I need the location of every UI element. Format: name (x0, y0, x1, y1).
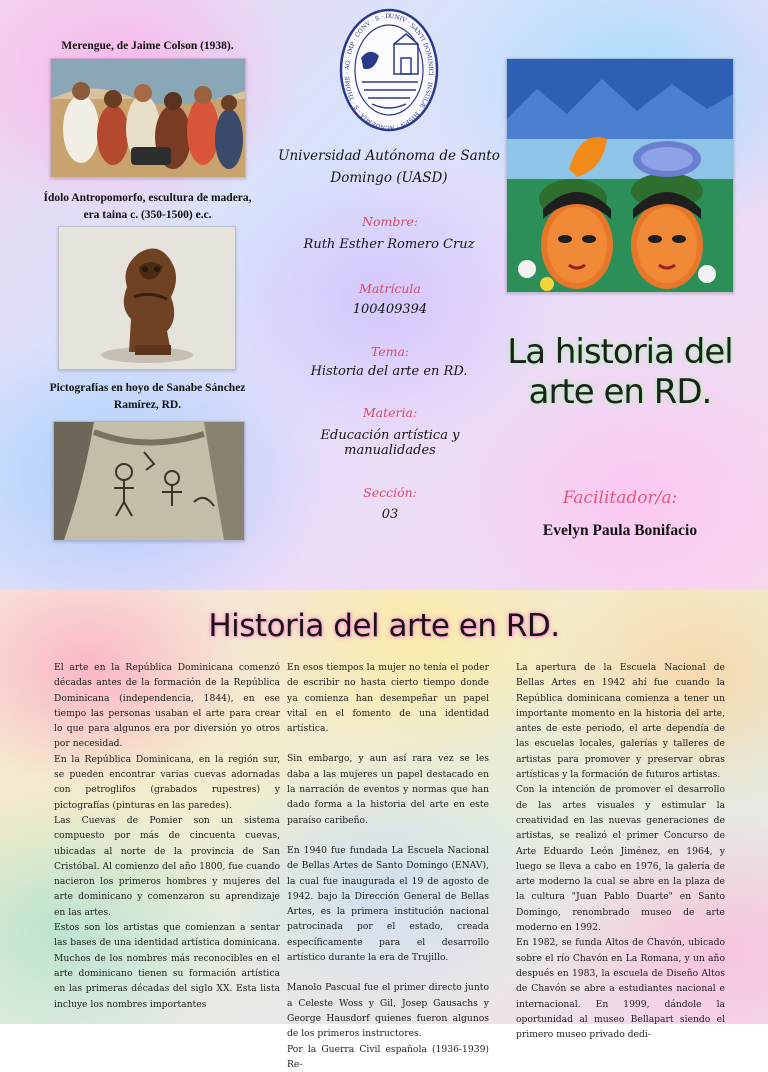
article-column-3 (516, 660, 725, 1042)
uasd-seal-logo (338, 8, 440, 132)
paragraph: Sin embargo, y aun así rara vez se les daba a las mujeres un papel destacado en la narración de eventos y normas que han dado forma a la historia del arte en este paraíso caribeño. (287, 753, 489, 826)
paragraph: En esos tiempos la mujer no tenía el poder de escribir no hasta cierto tiempo donde ya comienza han desempeñar un papel vital en el fomento de una identidad artística. (287, 662, 489, 735)
paragraph: En la República Dominicana, en la región sur, se pueden encontrar varias cuevas adornadas con petroglifos (grabados rupestres) y pictografías (pinturas en las paredes). (54, 753, 280, 811)
caption-idolo: Ídolo Antropomorfo, escultura de madera, era taina c. (350-1500) e.c. (43, 192, 252, 221)
label-materia: Materia: (362, 405, 418, 420)
label-seccion: Sección: (363, 485, 417, 500)
article-panel (0, 590, 768, 1070)
paragraph: Manolo Pascual fue el primer directo junto a Celeste Woss y Gil, Josep Gausachs y George Hausdorf quienes fueron algunos de los primeros instructores. (287, 982, 489, 1040)
cover-title: La historia del arte en RD. (507, 332, 733, 412)
paragraph: En 1940 fue fundada La Escuela Nacional de Bellas Artes de Santo Domingo (ENAV), la cual fue inaugurada el 19 de agosto de 1942. bajo la Dirección General de Bellas Artes, es la primera institución nacional patrocinada por el estado, creada específicamente para el desarrollo artístico durante la era de Trujillo. (287, 844, 489, 964)
label-matricula: Matrícula (359, 281, 421, 296)
article-title: Historia del arte en RD. (208, 608, 560, 644)
facilitator-name: Evelyn Paula Bonifacio (542, 522, 698, 539)
paragraph: El arte en la República Dominicana comenzó décadas antes de la formación de la República Dominicana (independencia, 1844), en ese tiempo las personas usaban el arte para crear lo que para algunos era por diversión yo otros por necesidad. (54, 662, 280, 750)
value-seccion: 03 (381, 507, 399, 522)
paragraph: Con la intención de promover el desarrollo de las artes visuales y estimular la creatividad en las nuevas generaciones de artistas, se realizó el primer Concurso de Arte Eduardo León Jiménez, en 1964, y luego se lleva a cabo en 1976, la galería de arte moderno la cual se abre en la plaza de la cultura "Juan Pablo Duarte" en Santo Domingo, renombrado museo de arte moderno en 1992. (516, 784, 725, 934)
article-column-1 (54, 660, 280, 1012)
paragraph: Por la Guerra Civil española (1936-1939) Re- (287, 1043, 489, 1070)
facilitator-label: Facilitador/a: (562, 488, 678, 508)
value-nombre: Ruth Esther Romero Cruz (303, 237, 475, 252)
caption-merengue: Merengue, de Jaime Colson (1938). (61, 40, 234, 52)
merengue-painting-image (50, 58, 246, 178)
university-name: Universidad Autónoma de Santo Domingo (UASD) (278, 148, 500, 186)
paragraph: En 1982, se funda Altos de Chavón, ubicado sobre el río Chavón en La Romana, y un año después en 1983, la escuela de Diseño Altos de Chavón se abre a estudiantes nacional e internacional. En 1999, dándole la oportunidad al museo Bellapart siendo el primero museo privado dedi- (516, 937, 725, 1041)
label-nombre: Nombre: (362, 214, 418, 229)
label-tema: Tema: (370, 344, 410, 359)
value-tema: Historia del arte en RD. (310, 364, 468, 379)
idolo-sculpture-image (58, 226, 236, 370)
value-matricula: 100409394 (352, 302, 428, 317)
paragraph: Estos son los artistas que comienzan a sentar las bases de una identidad artística dominicana. Muchos de los nombres más reconocibles en el arte dominicano tienen su formación artística en las primeras décadas del siglo XX. Esta lista incluye los nombres importantes (54, 922, 280, 1010)
paragraph: Las Cuevas de Pomier son un sistema compuesto por más de cincuenta cuevas, ubicadas al norte de la provincia de San Cristóbal. Al comienzo del año 1800, fue cuando nacieron los primeros hombres y mujeres del arte dominicano y comenzaron su aprendizaje en las artes. (54, 814, 280, 918)
paragraph: La apertura de la Escuela Nacional de Bellas Artes en 1942 ahí fue cuando la República dominicana comienza a tener un importante momento en la historia del arte, antes de este periodo, el arte dependía de las escuelas locales, galerías y talleres de artistas para promover y preservar obras artísticas y la formación de futuros artistas. (516, 662, 725, 781)
article-column-2 (287, 660, 489, 1072)
seal-ring-text: UNIV · SANTI DOMINICI · INSULÆ · HISPN · ACADEMIA · S · THOME · AQ · IMP · CONV · S · D (343, 12, 434, 132)
cover-painting-image (506, 58, 734, 293)
caption-pictografias: Pictografías en hoyo de Sanabe Sánchez Ramírez, RD. (49, 382, 246, 411)
value-materia: Educación artística y manualidades (320, 428, 460, 458)
pictografias-cave-image (53, 421, 245, 541)
